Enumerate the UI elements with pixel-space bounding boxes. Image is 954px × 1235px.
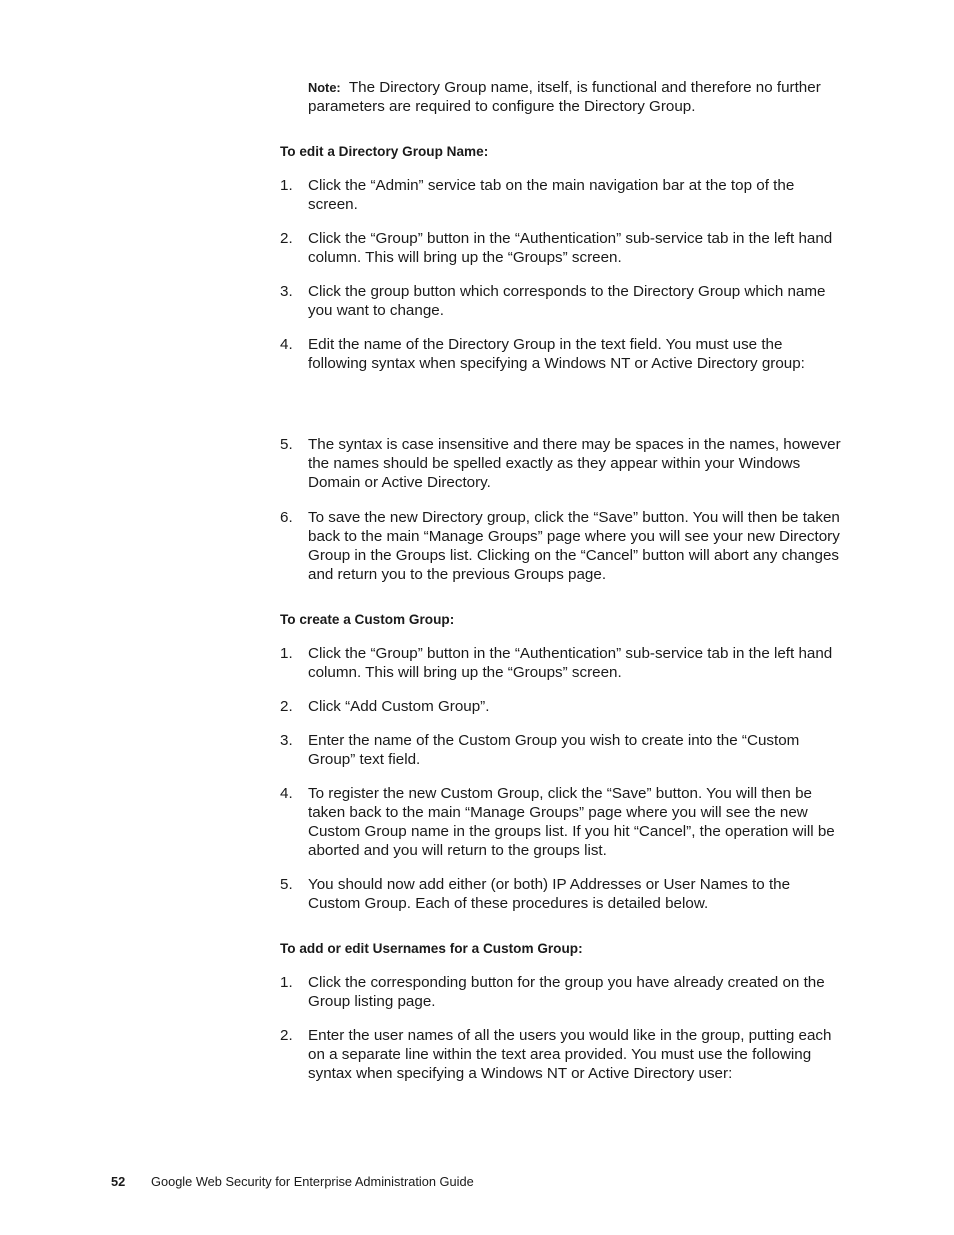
list-item <box>280 875 842 913</box>
note-paragraph <box>308 78 842 116</box>
step-number: 2. <box>280 698 293 715</box>
step-text: Click “Add Custom Group”. <box>308 698 490 715</box>
steps-usernames <box>280 973 842 1083</box>
step-number: 5. <box>280 436 293 453</box>
list-item <box>280 784 842 860</box>
step-number: 1. <box>280 177 293 194</box>
page-number: 52 <box>111 1174 126 1189</box>
list-item <box>280 229 842 267</box>
step-number: 3. <box>280 283 293 300</box>
document-title: Google Web Security for Enterprise Administration Guide <box>151 1174 474 1189</box>
section-heading-edit: To edit a Directory Group Name: <box>280 144 489 159</box>
step-text: Edit the name of the Directory Group in the text field. You must use the following syntax when specifying a Windows NT or Active Directory group: <box>308 336 805 372</box>
list-item <box>280 176 842 214</box>
step-number: 1. <box>280 974 293 991</box>
step-text: Enter the name of the Custom Group you wish to create into the “Custom Group” text field. <box>308 732 800 768</box>
step-text: The syntax is case insensitive and there may be spaces in the names, however the names should be spelled exactly as they appear within your Windows Domain or Active Directory. <box>308 436 841 491</box>
page-content <box>280 78 842 1083</box>
page-footer <box>111 1174 474 1190</box>
list-item <box>280 973 842 1011</box>
step-number: 3. <box>280 732 293 749</box>
step-number: 2. <box>280 1027 293 1044</box>
step-number: 1. <box>280 645 293 662</box>
list-item <box>280 335 842 373</box>
step-number: 5. <box>280 876 293 893</box>
step-text: Click the “Group” button in the “Authentication” sub-service tab in the left hand column. This will bring up the “Groups” screen. <box>308 645 833 681</box>
step-text: You should now add either (or both) IP Addresses or User Names to the Custom Group. Each of these procedures is detailed below. <box>308 876 791 912</box>
step-number: 4. <box>280 785 293 802</box>
step-number: 4. <box>280 336 293 353</box>
step-text: Click the “Group” button in the “Authentication” sub-service tab in the left hand column. This will bring up the “Groups” screen. <box>308 230 833 266</box>
step-text: To register the new Custom Group, click the “Save” button. You will then be taken back to the main “Manage Groups” page where you will see the new Custom Group name in the groups list. If you hit “Cancel”, the operation will be aborted and you will return to the groups list. <box>308 785 835 859</box>
step-text: Enter the user names of all the users you would like in the group, putting each on a separate line within the text area provided. You must use the following syntax when specifying a Windows NT or Active Directory user: <box>308 1027 832 1082</box>
list-item <box>280 282 842 320</box>
steps-create <box>280 644 842 913</box>
list-item <box>280 1026 842 1083</box>
step-text: Click the corresponding button for the group you have already created on the Group listing page. <box>308 974 825 1010</box>
section-heading-create: To create a Custom Group: <box>280 612 455 627</box>
list-item <box>280 697 842 716</box>
section-heading-usernames: To add or edit Usernames for a Custom Group: <box>280 941 583 956</box>
list-item <box>280 731 842 769</box>
step-text: Click the “Admin” service tab on the main navigation bar at the top of the screen. <box>308 177 795 213</box>
list-item <box>280 435 842 492</box>
step-number: 2. <box>280 230 293 247</box>
step-text: To save the new Directory group, click the “Save” button. You will then be taken back to the main “Manage Groups” page where you will see your new Directory Group in the Groups list. Clicking on the “Cancel” button will abort any changes and return you to the previous Groups page. <box>308 509 840 583</box>
step-text: Click the group button which corresponds to the Directory Group which name you want to change. <box>308 283 826 319</box>
note-text: The Directory Group name, itself, is functional and therefore no further parameters are required to configure the Directory Group. <box>308 79 821 115</box>
list-item <box>280 644 842 682</box>
step-number: 6. <box>280 509 293 526</box>
list-item <box>280 508 842 584</box>
note-label: Note: <box>308 80 341 95</box>
steps-edit <box>280 176 842 584</box>
